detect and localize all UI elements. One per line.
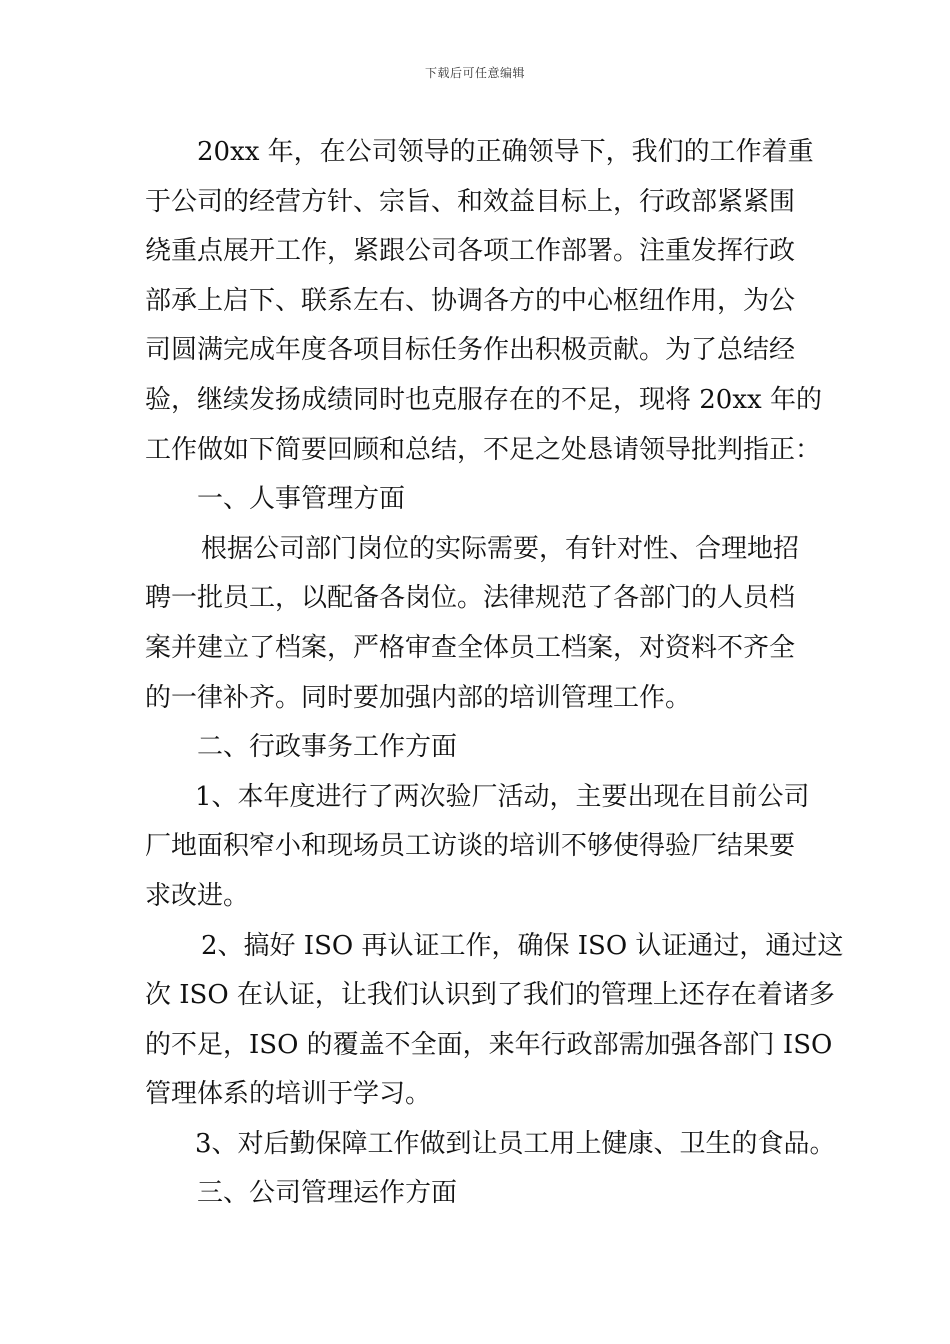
text-line: 部承上启下、联系左右、协调各方的中心枢纽作用，为公	[145, 285, 796, 316]
download-note: 下载后可任意编辑	[424, 66, 525, 80]
text-line: 3、对后勤保障工作做到让员工用上健康、卫生的食品。	[195, 1128, 836, 1159]
text-line: 厂地面积窄小和现场员工访谈的培训不够使得验厂结果要	[145, 831, 796, 862]
text-line: 2、搞好 ISO 再认证工作，确保 ISO 认证通过，通过这	[201, 930, 844, 961]
text-line: 工作做如下简要回顾和总结，不足之处恳请领导批判指正：	[145, 434, 822, 465]
text-line: 管理体系的培训于学习。	[145, 1079, 432, 1110]
document-body	[145, 128, 844, 1219]
paragraph-item-2	[145, 922, 844, 1120]
paragraph-intro	[145, 128, 822, 475]
text-line: 1、本年度进行了两次验厂活动，主要出现在目前公司	[195, 781, 810, 812]
section-heading-hr	[145, 475, 807, 525]
section-heading-admin	[145, 723, 807, 773]
section-heading: 一、人事管理方面	[197, 484, 406, 515]
text-line: 次 ISO 在认证，让我们认识到了我们的管理上还存在着诸多	[145, 980, 835, 1011]
text-line: 聘一批员工，以配备各岗位。法律规范了各部门的人员档	[145, 583, 796, 614]
text-line: 验，继续发扬成绩同时也克服存在的不足，现将 20xx 年的	[145, 384, 822, 415]
section-heading: 三、公司管理运作方面	[197, 1178, 458, 1209]
text-line: 求改进。	[145, 880, 250, 911]
text-line: 案并建立了档案，严格审查全体员工档案，对资料不齐全	[145, 632, 796, 663]
text-line: 根据公司部门岗位的实际需要，有针对性、合理地招	[201, 533, 800, 564]
paragraph-hr	[145, 525, 807, 723]
section-heading-management	[145, 1169, 807, 1219]
text-line: 的一律补齐。同时要加强内部的培训管理工作。	[145, 682, 692, 713]
paragraph-item-1	[145, 773, 810, 922]
text-line: 20xx 年，在公司领导的正确领导下，我们的工作着重	[197, 137, 814, 167]
text-line: 的不足，ISO 的覆盖不全面，来年行政部需加强各部门 ISO	[145, 1029, 833, 1060]
section-heading: 二、行政事务工作方面	[197, 732, 458, 763]
paragraph-item-3	[145, 1120, 836, 1170]
text-line: 于公司的经营方针、宗旨、和效益目标上，行政部紧紧围	[145, 186, 796, 217]
text-line: 绕重点展开工作，紧跟公司各项工作部署。注重发挥行政	[145, 236, 796, 267]
text-line: 司圆满完成年度各项目标任务作出积极贡献。为了总结经	[145, 335, 796, 366]
